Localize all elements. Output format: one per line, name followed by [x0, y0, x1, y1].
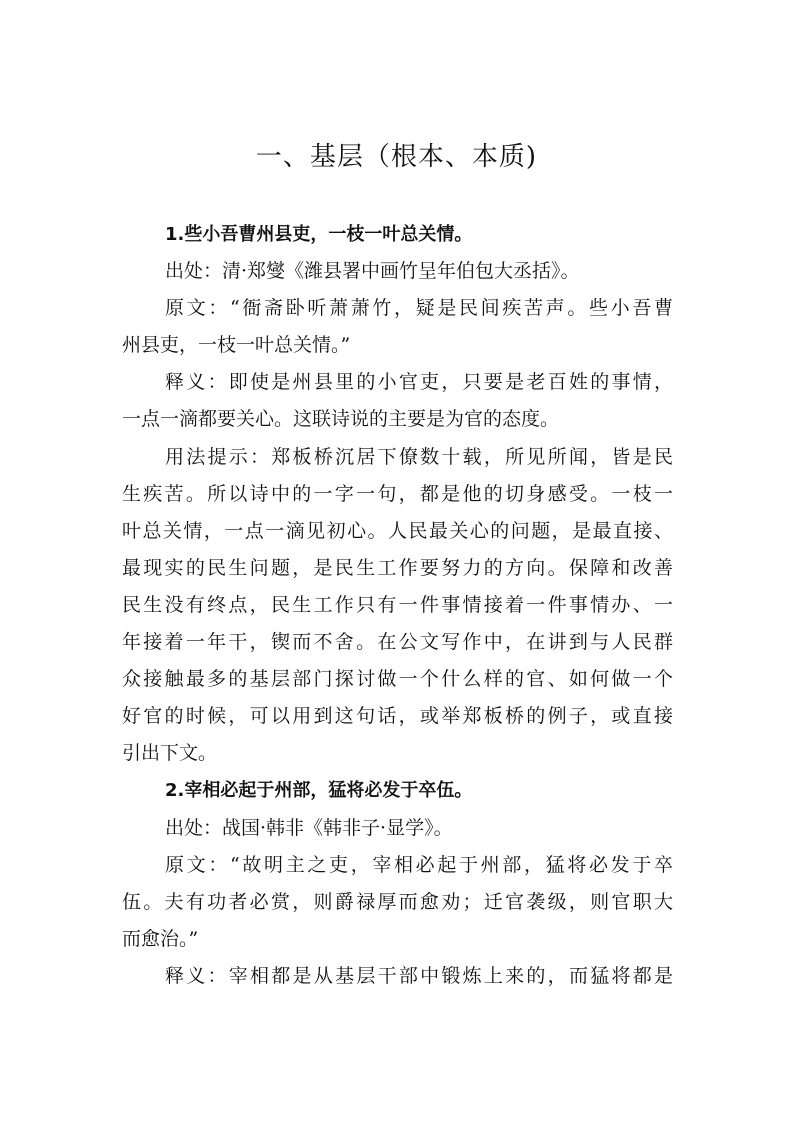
paragraph-line: 出处：战国·韩非《韩非子·显学》。	[165, 816, 453, 839]
paragraph-line: 众接触最多的基层部门探讨做一个什么样的官、如何做一个	[122, 668, 673, 691]
document-body	[122, 216, 673, 995]
page-title: 一、基层（根本、本质)	[255, 142, 538, 172]
paragraph-line: 释义：宰相都是从基层干部中锻炼上来的，而猛将都是	[165, 964, 673, 987]
paragraph-line: 民生没有终点，民生工作只有一件事情接着一件事情办、一	[122, 593, 673, 616]
paragraph-line: 用法提示：郑板桥沉居下僚数十载，所见所闻，皆是民	[165, 445, 673, 468]
paragraph-line: 年接着一年干，锲而不舍。在公文写作中，在讲到与人民群	[122, 631, 673, 654]
paragraph-line: 叶总关情，一点一滴见初心。人民最关心的问题，是最直接、	[122, 519, 673, 542]
section-heading: 1.些小吾曹州县吏，一枝一叶总关情。	[165, 224, 473, 245]
paragraph-line: 伍。夫有功者必赏，则爵禄厚而愈劝；迁官袭级，则官职大	[122, 890, 673, 913]
paragraph-line: 而愈治。”	[122, 927, 199, 950]
paragraph-line: 出处：清·郑燮《潍县署中画竹呈年伯包大丞括》。	[165, 260, 580, 283]
paragraph-line: 释义：即使是州县里的小官吏，只要是老百姓的事情，	[165, 371, 673, 394]
paragraph-line: 一点一滴都要关心。这联诗说的主要是为官的态度。	[122, 408, 560, 431]
paragraph-line: 原文：“故明主之吏，宰相必起于州部，猛将必发于卒	[165, 853, 673, 876]
paragraph-line: 引出下文。	[122, 742, 218, 765]
paragraph-line: 最现实的民生问题，是民生工作要努力的方向。保障和改善	[122, 556, 673, 579]
paragraph-line: 生疾苦。所以诗中的一字一句，都是他的切身感受。一枝一	[122, 482, 673, 505]
section-heading: 2.宰相必起于州部，猛将必发于卒伍。	[165, 780, 473, 802]
paragraph-line: 好官的时候，可以用到这句话，或举郑板桥的例子，或直接	[122, 705, 673, 728]
paragraph-line: 州县吏，一枝一叶总关情。”	[122, 334, 351, 357]
paragraph-line: 原文：“衙斋卧听萧萧竹，疑是民间疾苦声。些小吾曹	[165, 297, 673, 320]
